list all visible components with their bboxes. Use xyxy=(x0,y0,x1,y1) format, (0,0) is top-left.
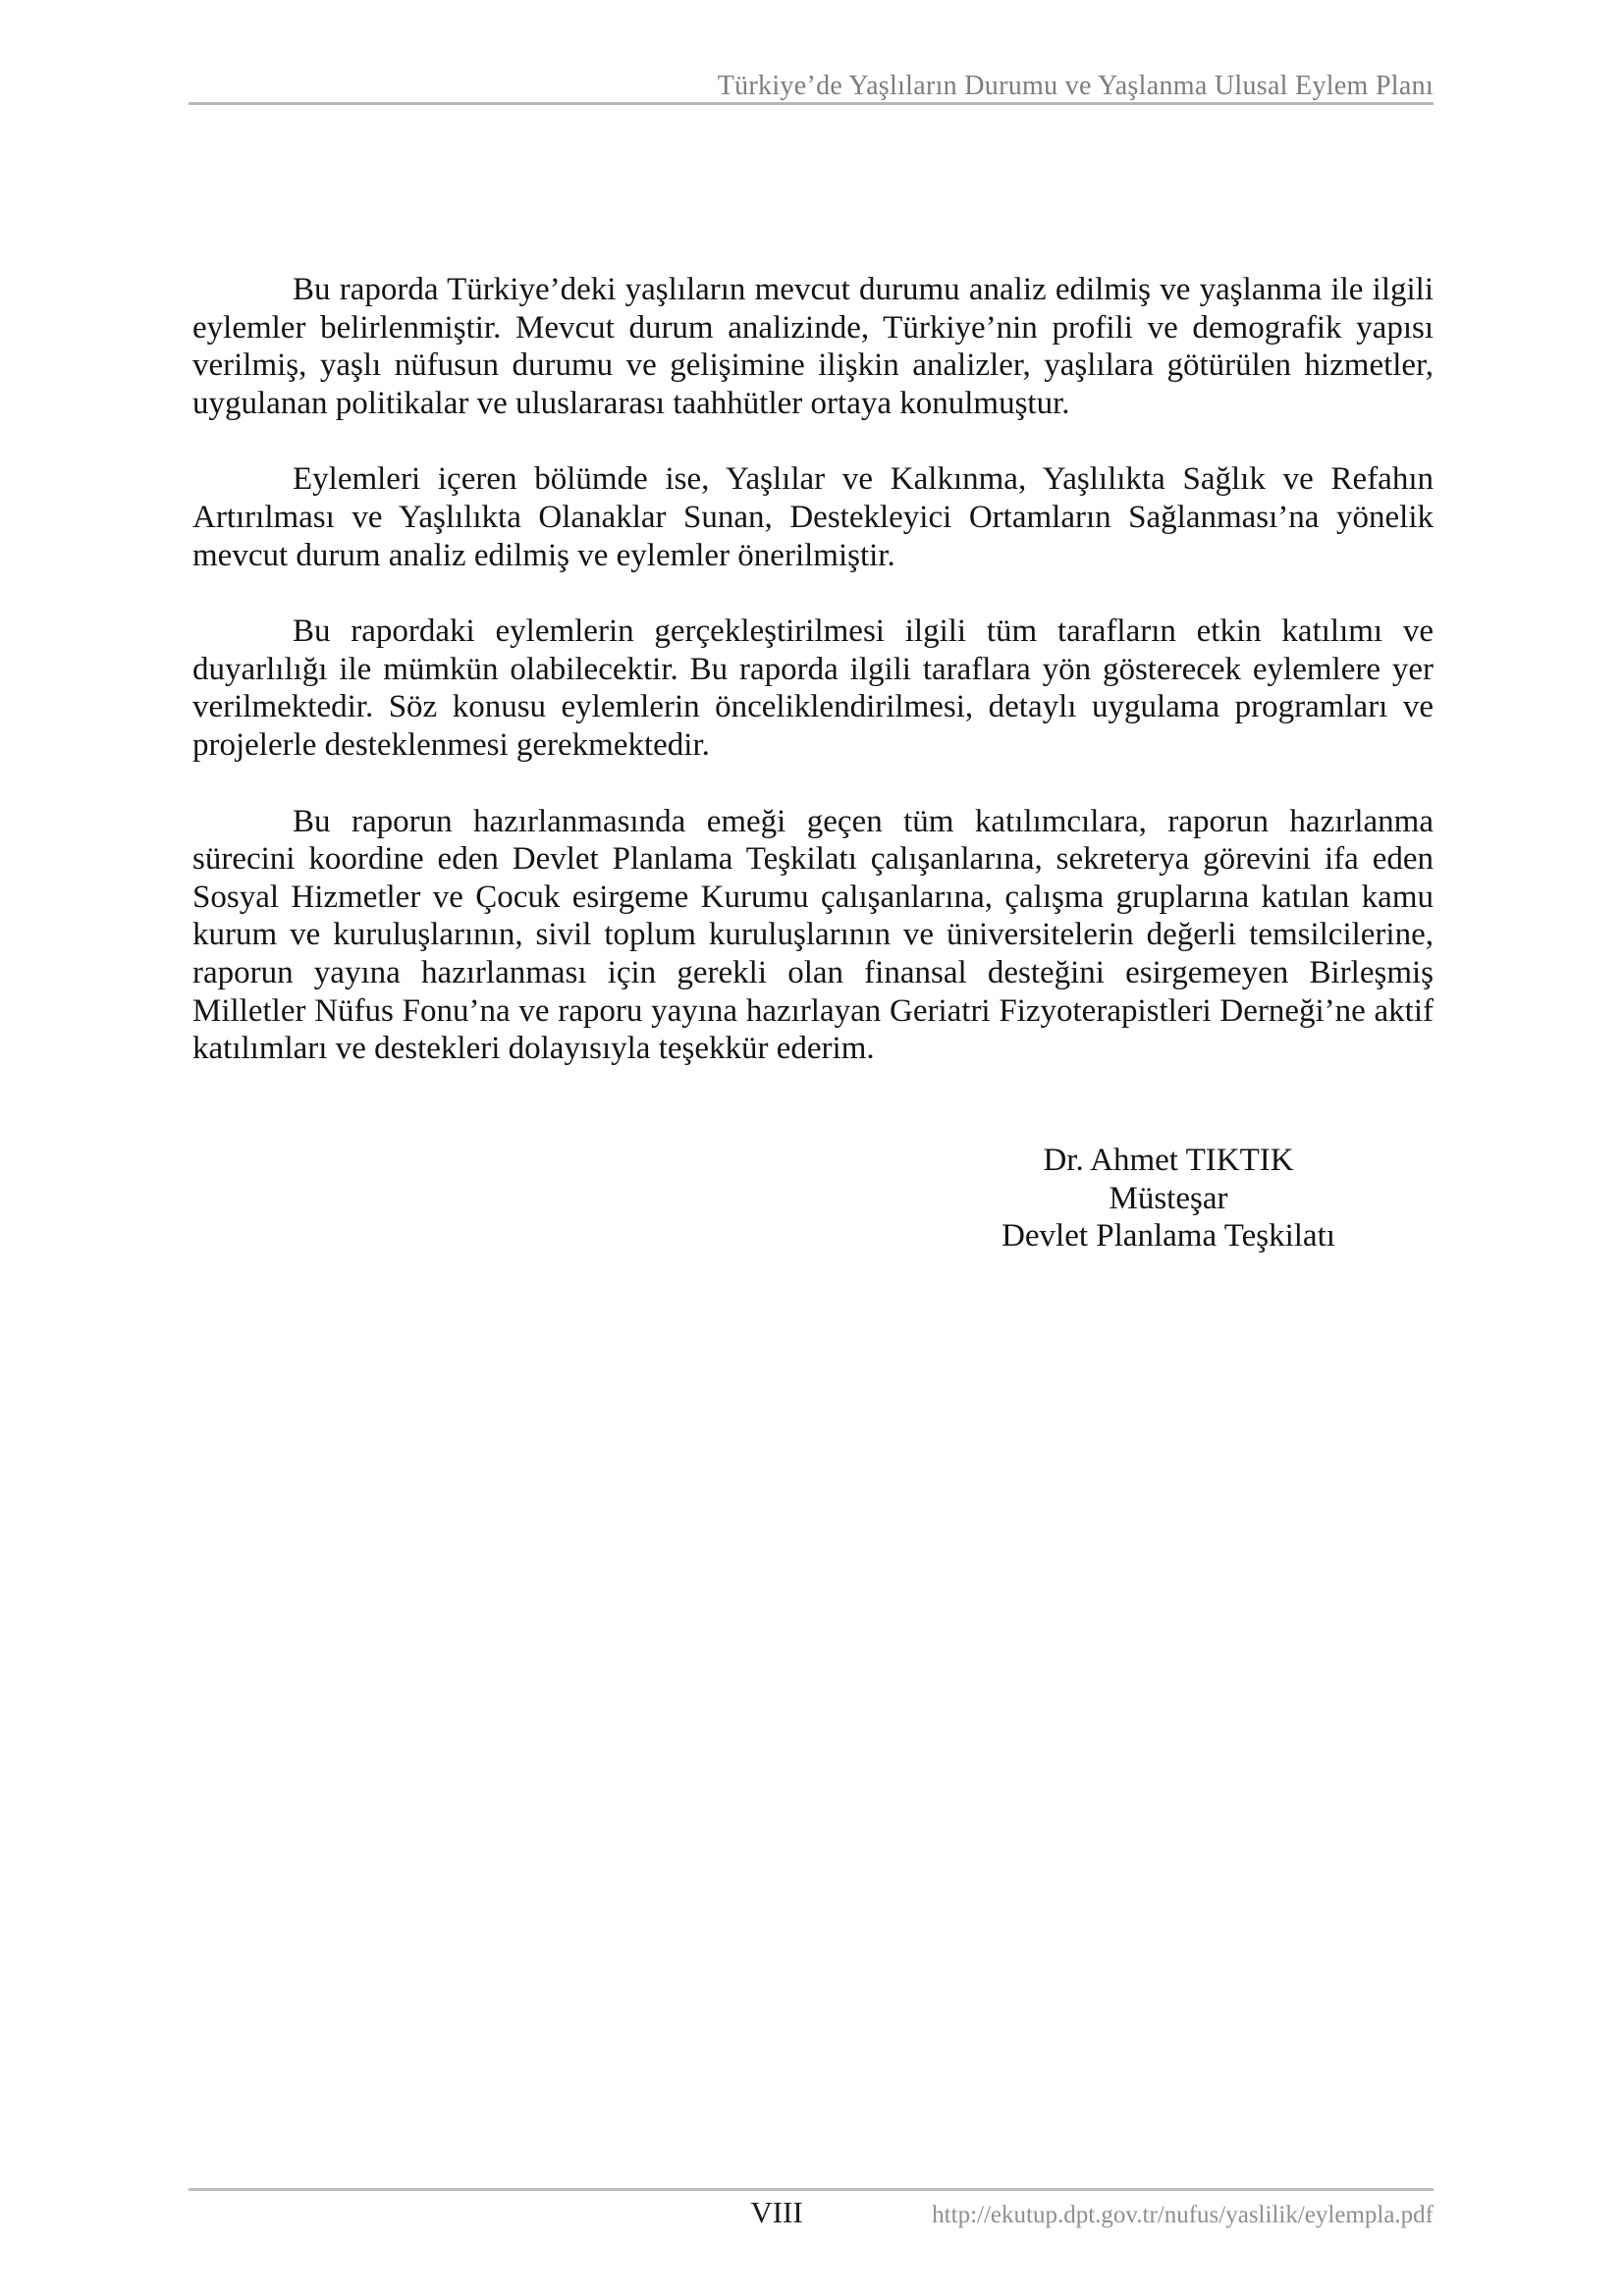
footer-url: http://ekutup.dpt.gov.tr/nufus/yaslilik/eylempla.pdf xyxy=(932,2202,1434,2228)
signature-organization: Devlet Planlama Teşkilatı xyxy=(1001,1218,1335,1255)
paragraph-2: Eylemleri içeren bölümde ise, Yaşlılar ve Kalkınma, Yaşlılıkta Sağlık ve Refahın Artırılması ve Yaşlılıkta Olanaklar Sunan, Destekleyici Ortamların Sağlanması’na yönelik mevcut durum analiz edilmiş ve eylemler önerilmiştir. xyxy=(192,461,1434,573)
header-divider xyxy=(189,102,1434,105)
document-body xyxy=(192,271,1434,1106)
paragraph-4: Bu raporun hazırlanmasında emeği geçen tüm katılımcılara, raporun hazırlanma sürecini koordine eden Devlet Planlama Teşkilatı çalışanlarına, sekreterya görevini ifa eden Sosyal Hizmetler ve Çocuk esirgeme Kurumu çalışanlarına, çalışma gruplarına katılan kamu kurum ve kuruluşlarının, sivil toplum kuruluşlarının ve üniversitelerin değerli temsilcilerine, raporun yayına hazırlanması için gerekli olan finansal desteğini esirgemeyen Birleşmiş Milletler Nüfus Fonu’na ve raporu yayına hazırlayan Geriatri Fizyoterapistleri Derneği’ne aktif katılımları ve destekleri dolayısıyla teşekkür ederim. xyxy=(192,803,1434,1067)
signature-name: Dr. Ahmet TIKTIK xyxy=(1043,1143,1294,1178)
paragraph-3: Bu rapordaki eylemlerin gerçekleştirilmesi ilgili tüm tarafların etkin katılımı ve duyarlılığı ile mümkün olabilecektir. Bu raporda ilgili taraflara yön gösterecek eylemlere yer verilmektedir. Söz konusu eylemlerin önceliklendirilmesi, detaylı uygulama programları ve projelerle desteklenmesi gerekmektedir. xyxy=(192,614,1434,763)
signature-role: Müsteşar xyxy=(1109,1180,1228,1216)
signature-block xyxy=(842,1142,1494,1255)
paragraph-1: Bu raporda Türkiye’deki yaşlıların mevcut durumu analiz edilmiş ve yaşlanma ile ilgili eylemler belirlenmiştir. Mevcut durum analizinde, Türkiye’nin profili ve demografik yapısı verilmiş, yaşlı nüfusun durumu ve gelişimine ilişkin analizler, yaşlılara götürülen hizmetler, uygulanan politikalar ve uluslararası taahhütler ortaya konulmuştur. xyxy=(192,272,1434,421)
page-number: VIII xyxy=(750,2195,803,2229)
footer-divider xyxy=(189,2188,1434,2191)
running-header-title: Türkiye’de Yaşlıların Durumu ve Yaşlanma Ulusal Eylem Planı xyxy=(717,71,1434,101)
